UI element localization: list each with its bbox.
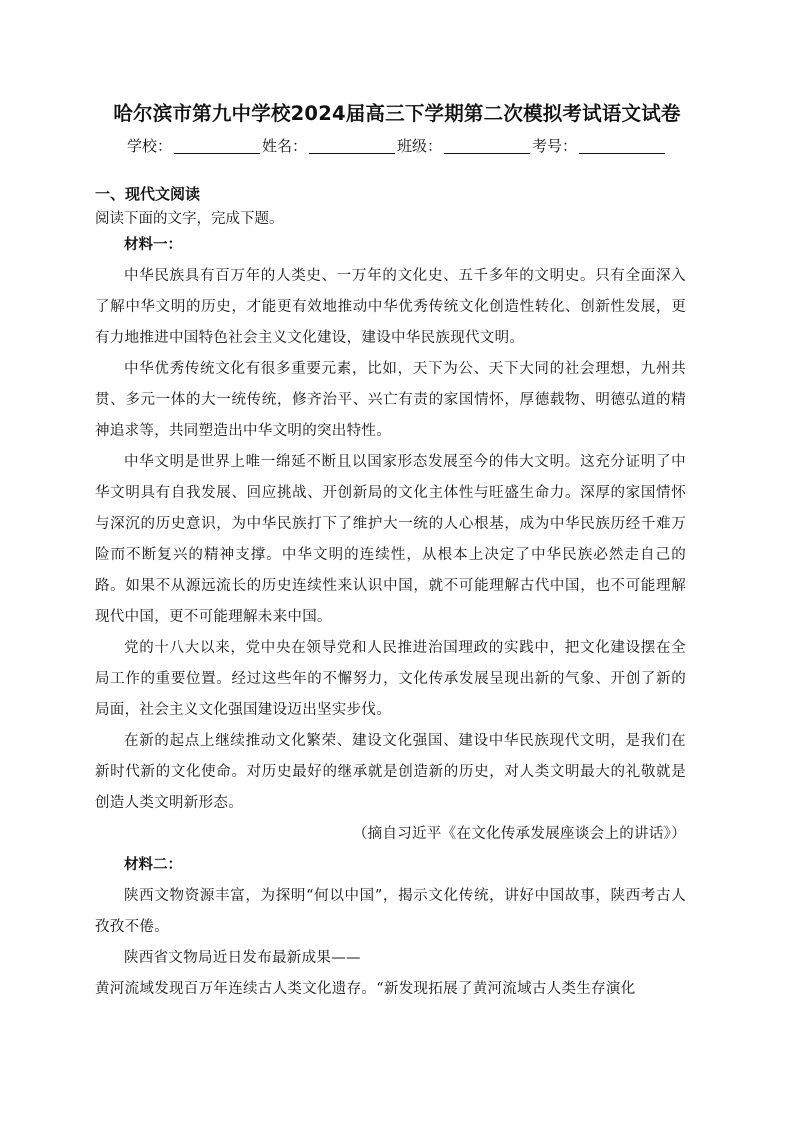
school-blank xyxy=(174,139,260,154)
material-1-paragraph-5: 在新的起点上继续推动文化繁荣、建设文化强国、建设中华民族现代文明，是我们在新时代新的文化使命。对历史最好的继承就是创造新的历史，对人类文明最大的礼敬就是创造人类文明新形态。 xyxy=(95,733,686,811)
exam-title: 哈尔滨市第九中学校2024届高三下学期第二次模拟考试语文试卷 xyxy=(113,102,681,125)
material-2-paragraph-3: 黄河流域发现百万年连续古人类文化遗存。“新发现拓展了黄河流域古人类生存演化 xyxy=(95,981,636,997)
material-1-paragraph-3: 中华文明是世界上唯一绵延不断且以国家形态发展至今的伟大文明。这充分证明了中华文明具有自我发展、回应挑战、开创新局的文化主体性与旺盛生命力。深厚的家国情怀与深沉的历史意识，为中华民族打下了维护大一统的人心根基，成为中华民族历经千难万险而不断复兴的精神支撑。中华文明的连续性，从根本上决定了中华民族必然走自己的路。如果不从源远流长的历史连续性来认识中国，就不可能理解古代中国，也不可能理解现代中国，更不可能理解未来中国。 xyxy=(95,454,686,625)
material-1-source: （摘自习近平《在文化传承发展座谈会上的讲话》） xyxy=(352,826,686,842)
material-1-label: 材料一： xyxy=(124,237,182,253)
student-info-line xyxy=(0,135,794,156)
material-2-label: 材料二： xyxy=(124,857,182,873)
number-blank xyxy=(579,139,665,154)
material-2-paragraph-1: 陕西文物资源丰富，为探明“何以中国”，揭示文化传统，讲好中国故事，陕西考古人孜孜不倦。 xyxy=(95,888,686,935)
name-label: 姓名： xyxy=(261,137,307,155)
section-instruction: 阅读下面的文字，完成下题。 xyxy=(95,211,284,227)
section-heading: 一、现代文阅读 xyxy=(95,185,201,203)
name-blank xyxy=(309,139,395,154)
material-1-paragraph-4: 党的十八大以来，党中央在领导党和人民推进治国理政的实践中，把文化建设摆在全局工作的重要位置。经过这些年的不懈努力，文化传承发展呈现出新的气象、开创了新的局面，社会主义文化强国建设迈出坚实步伐。 xyxy=(95,640,686,718)
school-label: 学校： xyxy=(126,137,172,155)
class-blank xyxy=(444,139,530,154)
material-1-paragraph-1: 中华民族具有百万年的人类史、一万年的文化史、五千多年的文明史。只有全面深入了解中华文明的历史，才能更有效地推动中华优秀传统文化创造性转化、创新性发展，更有力地推进中国特色社会主义文化建设，建设中华民族现代文明。 xyxy=(95,268,686,346)
reading-passage xyxy=(95,230,686,1005)
material-2-paragraph-2: 陕西省文物局近日发布最新成果—— xyxy=(124,950,361,966)
material-1-paragraph-2: 中华优秀传统文化有很多重要元素，比如，天下为公、天下大同的社会理想，九州共贯、多元一体的大一统传统，修齐治平、兴亡有责的家国情怀，厚德载物、明德弘道的精神追求等，共同塑造出中华文明的突出特性。 xyxy=(95,361,686,439)
class-label: 班级： xyxy=(397,137,443,155)
number-label: 考号： xyxy=(532,137,578,155)
